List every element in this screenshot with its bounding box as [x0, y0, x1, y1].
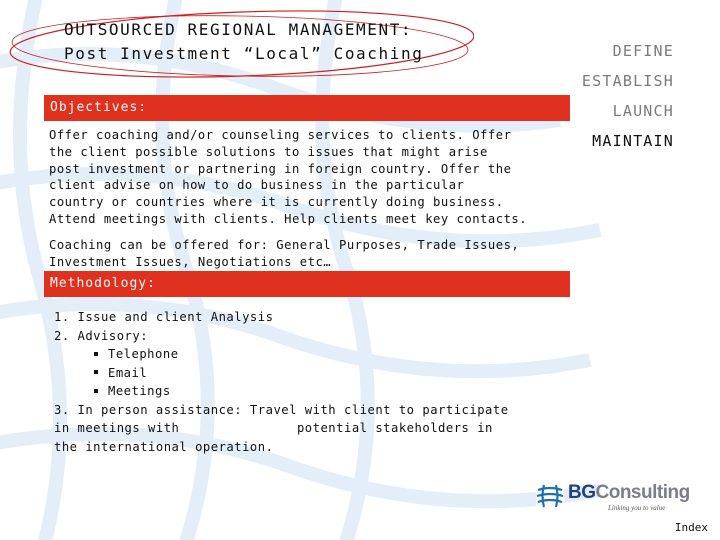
objectives-line: post investment or partnering in foreign country. Offer the	[49, 161, 512, 176]
objectives-line: the client possible solutions to issues that might arise	[49, 144, 488, 159]
sub-item-meetings: Meetings	[108, 384, 171, 398]
step-launch[interactable]: LAUNCH	[612, 102, 674, 120]
title-line-2: Post Investment “Local” Coaching	[64, 44, 424, 63]
methodology-item-3: 3. In person assistance: Travel with client to participate	[54, 402, 509, 417]
methodology-item-3-line: the international operation.	[54, 439, 274, 454]
slide-title	[4, 6, 474, 76]
coaching-paragraph	[49, 237, 519, 271]
title-line-1: OUTSOURCED REGIONAL MANAGEMENT:	[64, 20, 413, 39]
methodology-heading: Methodology:	[44, 271, 570, 297]
coaching-line: Investment Issues, Negotiations etc…	[49, 254, 332, 269]
objectives-paragraph	[49, 127, 527, 228]
objectives-heading: Objectives:	[44, 95, 570, 121]
methodology-item-1: 1. Issue and client Analysis	[54, 310, 274, 324]
step-define[interactable]: DEFINE	[612, 42, 674, 60]
bullet-icon	[94, 352, 98, 356]
coaching-line: Coaching can be offered for: General Purposes, Trade Issues,	[49, 238, 520, 252]
logo-tagline: Linking you to value	[608, 504, 666, 512]
step-establish[interactable]: ESTABLISH	[581, 72, 674, 90]
logo-bg: BG	[568, 482, 596, 503]
index-link[interactable]: Index	[674, 521, 708, 534]
methodology-item-3-line: in meetings with potential stakeholders in	[54, 421, 493, 435]
globe-logo-icon	[536, 484, 564, 508]
sub-item-telephone: Telephone	[108, 347, 179, 361]
methodology-list	[54, 308, 509, 456]
objectives-line: country or countries where it is currently doing business.	[49, 195, 504, 210]
methodology-sub-item	[54, 345, 509, 364]
methodology-sub-item	[54, 382, 509, 401]
process-steps	[582, 36, 674, 156]
methodology-item-2: 2. Advisory:	[54, 328, 149, 343]
methodology-sub-item	[54, 364, 509, 383]
logo-consulting: Consulting	[595, 482, 690, 503]
logo-wordmark	[568, 482, 690, 504]
sub-item-email: Email	[108, 365, 148, 380]
objectives-line: client advise on how to do business in the particular	[49, 178, 465, 193]
bullet-icon	[94, 370, 98, 374]
objectives-line: Attend meetings with clients. Help clients meet key contacts.	[49, 211, 528, 226]
objectives-line: Offer coaching and/or counseling services to clients. Offer	[49, 128, 512, 142]
bg-consulting-logo	[536, 482, 696, 514]
bullet-icon	[94, 389, 98, 393]
step-maintain[interactable]: MAINTAIN	[592, 132, 674, 150]
